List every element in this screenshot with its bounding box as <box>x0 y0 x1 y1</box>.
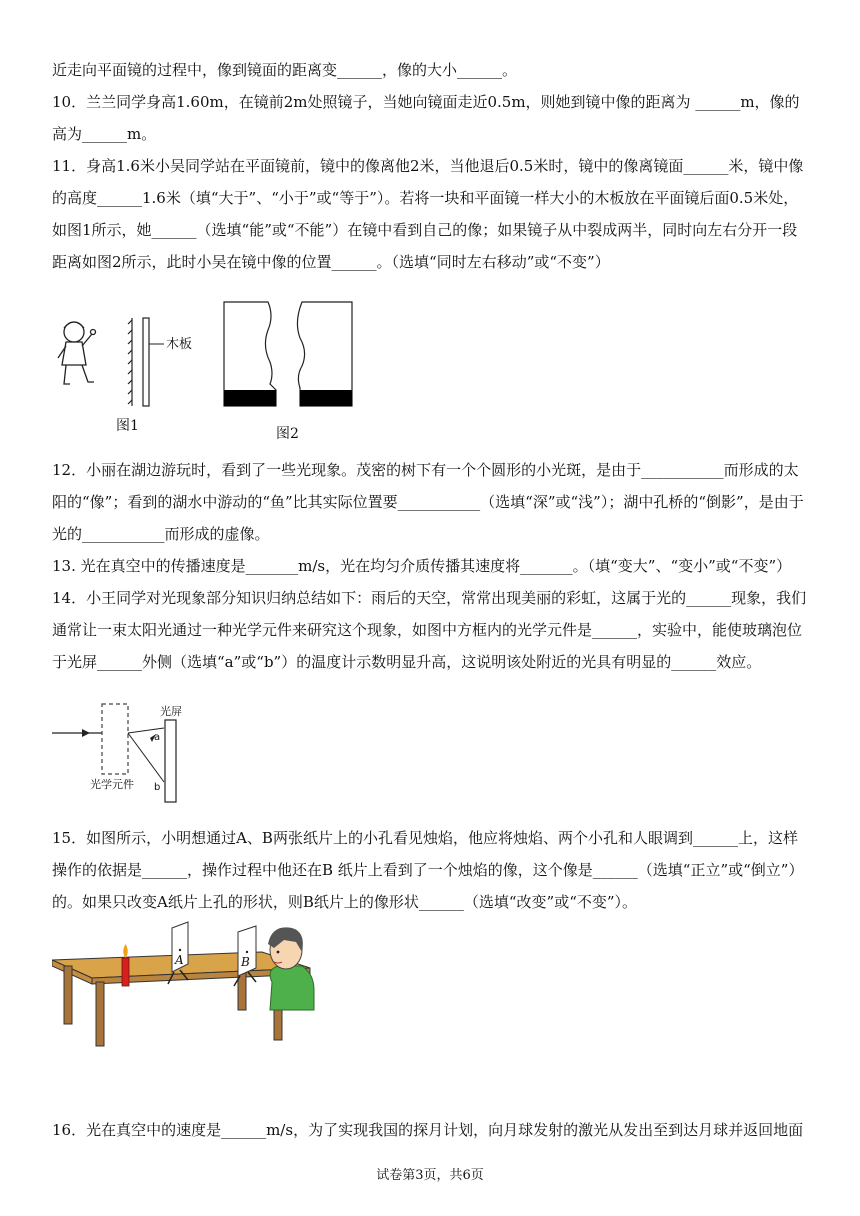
page-footer: 试卷第3页，共6页 <box>376 1168 484 1183</box>
figure-pinhole-experiment <box>52 920 322 1050</box>
left-mirror-half <box>224 302 276 406</box>
mirror-icon <box>128 318 132 406</box>
child-icon <box>58 322 96 384</box>
svg-text:A: A <box>175 953 184 967</box>
figure-2-split-mirror <box>218 296 358 446</box>
question-12: 12．小丽在湖边游玩时，看到了一些光现象。茂密的树下有一个个圆形的小光斑，是由于___________而形成的太阳的“像”；看到的湖水中游动的“鱼”比其实际位置要___________（选填“深”或“浅”）；湖中孔桥的“倒影”，是由于光的___________而形成的虚像。 <box>52 461 804 543</box>
figure-1-mirror-board <box>52 310 212 440</box>
ray-b-label: b <box>154 782 161 793</box>
optical-element-box <box>102 704 128 774</box>
question-11: 11．身高1.6米小吴同学站在平面镜前，镜中的像离他2米，当他退后0.5米时，镜中的像离镜面______米，镜中像的高度______1.6米（填“大于”、“小于”或“等于”）。若将一块和平面镜一样大小的木板放在平面镜后面0.5米处，如图1所示，她______（选填“能”或“不能”）在镜中看到自己的像；如果镜子从中裂成两半，同时向左右分开一段距离如图2所示，此时小吴在镜中像的位置______。（选填“同时左右移动”或“不变”） <box>52 157 804 271</box>
svg-text:B: B <box>241 955 250 969</box>
question-16: 16．光在真空中的速度是______m/s，为了实现我国的探月计划，向月球发射的激光从发出至到达月球并返回地面 <box>52 1121 804 1139</box>
board-label: 木板 <box>166 337 193 352</box>
figure-prism-screen <box>52 700 212 810</box>
board-shape <box>143 318 149 406</box>
question-15: 15．如图所示，小明想通过A、B两张纸片上的小孔看见烛焰，他应将烛焰、两个小孔和人眼调到______上，这样操作的依据是______，操作过程中他还在B 纸片上看到了一个烛焰的像，这个像是______（选填“正立”或“倒立”）的。如果只改变A纸片上孔的形状，则B纸片上的像形状______（选填“改变”或“不变”）。 <box>52 829 804 911</box>
light-screen <box>165 720 176 802</box>
screen-label: 光屏 <box>160 705 182 718</box>
continued-question-text: 近走向平面镜的过程中，像到镜面的距离变______，像的大小______。 <box>52 61 518 79</box>
question-13: 13. 光在真空中的传播速度是_______m/s，光在均匀介质传播其速度将_______。（填“变大”、“变小”或“不变”） <box>52 557 792 575</box>
candle-icon <box>122 944 129 986</box>
optical-element-label: 光学元件 <box>90 778 134 791</box>
ray-a-label: a <box>154 732 161 743</box>
question-10: 10．兰兰同学身高1.60m，在镜前2m处照镜子，当她向镜面走近0.5m，则她到镜中像的距离为 ______m，像的高为______m。 <box>52 93 800 143</box>
question-14: 14．小王同学对光现象部分知识归纳总结如下：雨后的天空，常常出现美丽的彩虹，这属于光的______现象，我们通常让一束太阳光通过一种光学元件来研究这个现象，如图中方框内的光学元件是______，实验中，能使玻璃泡位于光屏______外侧（选填“a”或“b”）的温度计示数明显升高，这说明该处附近的光具有明显的______效应。 <box>52 589 807 671</box>
figure-2-caption: 图2 <box>276 426 299 442</box>
figure-1-caption: 图1 <box>116 418 139 434</box>
right-mirror-half <box>297 302 352 406</box>
